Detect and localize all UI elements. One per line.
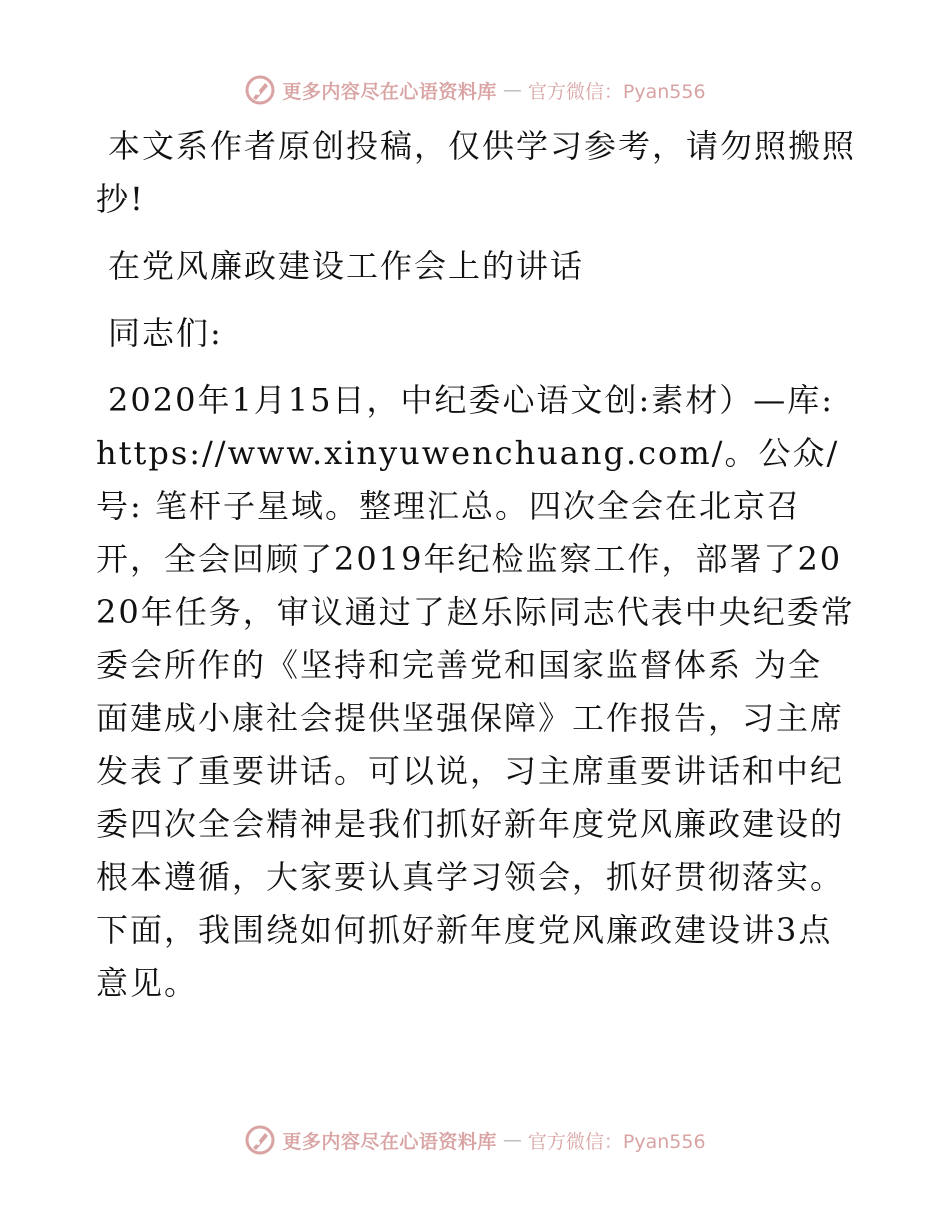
watermark-text: 更多内容尽在心语资料库 bbox=[282, 80, 497, 103]
copyright-notice: 本文系作者原创投稿，仅供学习参考，请勿照搬照抄! bbox=[96, 127, 857, 218]
document-title: 在党风廉政建设工作会上的讲话 bbox=[108, 247, 585, 285]
body-paragraph: 2020年1月15日，中纪委心语文创:素材）—库: https://www.xinyuwenchuang.com/。公众/号: 笔杆子星域。整理汇总。四次全会在北京召开，全会回顾了2019年纪检监察工作，部署了2020年任务，审议通过了赵乐际同志代表中央纪委常委会所作的《坚持和完善党和国家监督体系 为全面建成小康社会提供坚强保障》工作报告，习主席发表了重要讲话。可以说，习主席重要讲话和中纪委四次全会精神是我们抓好新年度党风廉政建设的根本遵循，大家要认真学习领会，抓好贯彻落实。下面，我围绕如何抓好新年度党风廉政建设讲3点意见。 bbox=[96, 381, 855, 1002]
greeting: 同志们: bbox=[108, 314, 223, 352]
pen-logo-icon bbox=[244, 74, 276, 106]
watermark-footer bbox=[0, 1122, 950, 1158]
watermark-text: 更多内容尽在心语资料库 bbox=[282, 1130, 497, 1153]
pen-logo-icon bbox=[244, 1124, 276, 1156]
document-body bbox=[96, 120, 856, 1010]
watermark-separator: — bbox=[502, 79, 522, 101]
watermark-wechat: 官方微信：Pyan556 bbox=[527, 80, 706, 103]
watermark-wechat: 官方微信：Pyan556 bbox=[527, 1130, 706, 1153]
watermark-separator: — bbox=[502, 1129, 522, 1151]
watermark-header bbox=[0, 72, 950, 108]
